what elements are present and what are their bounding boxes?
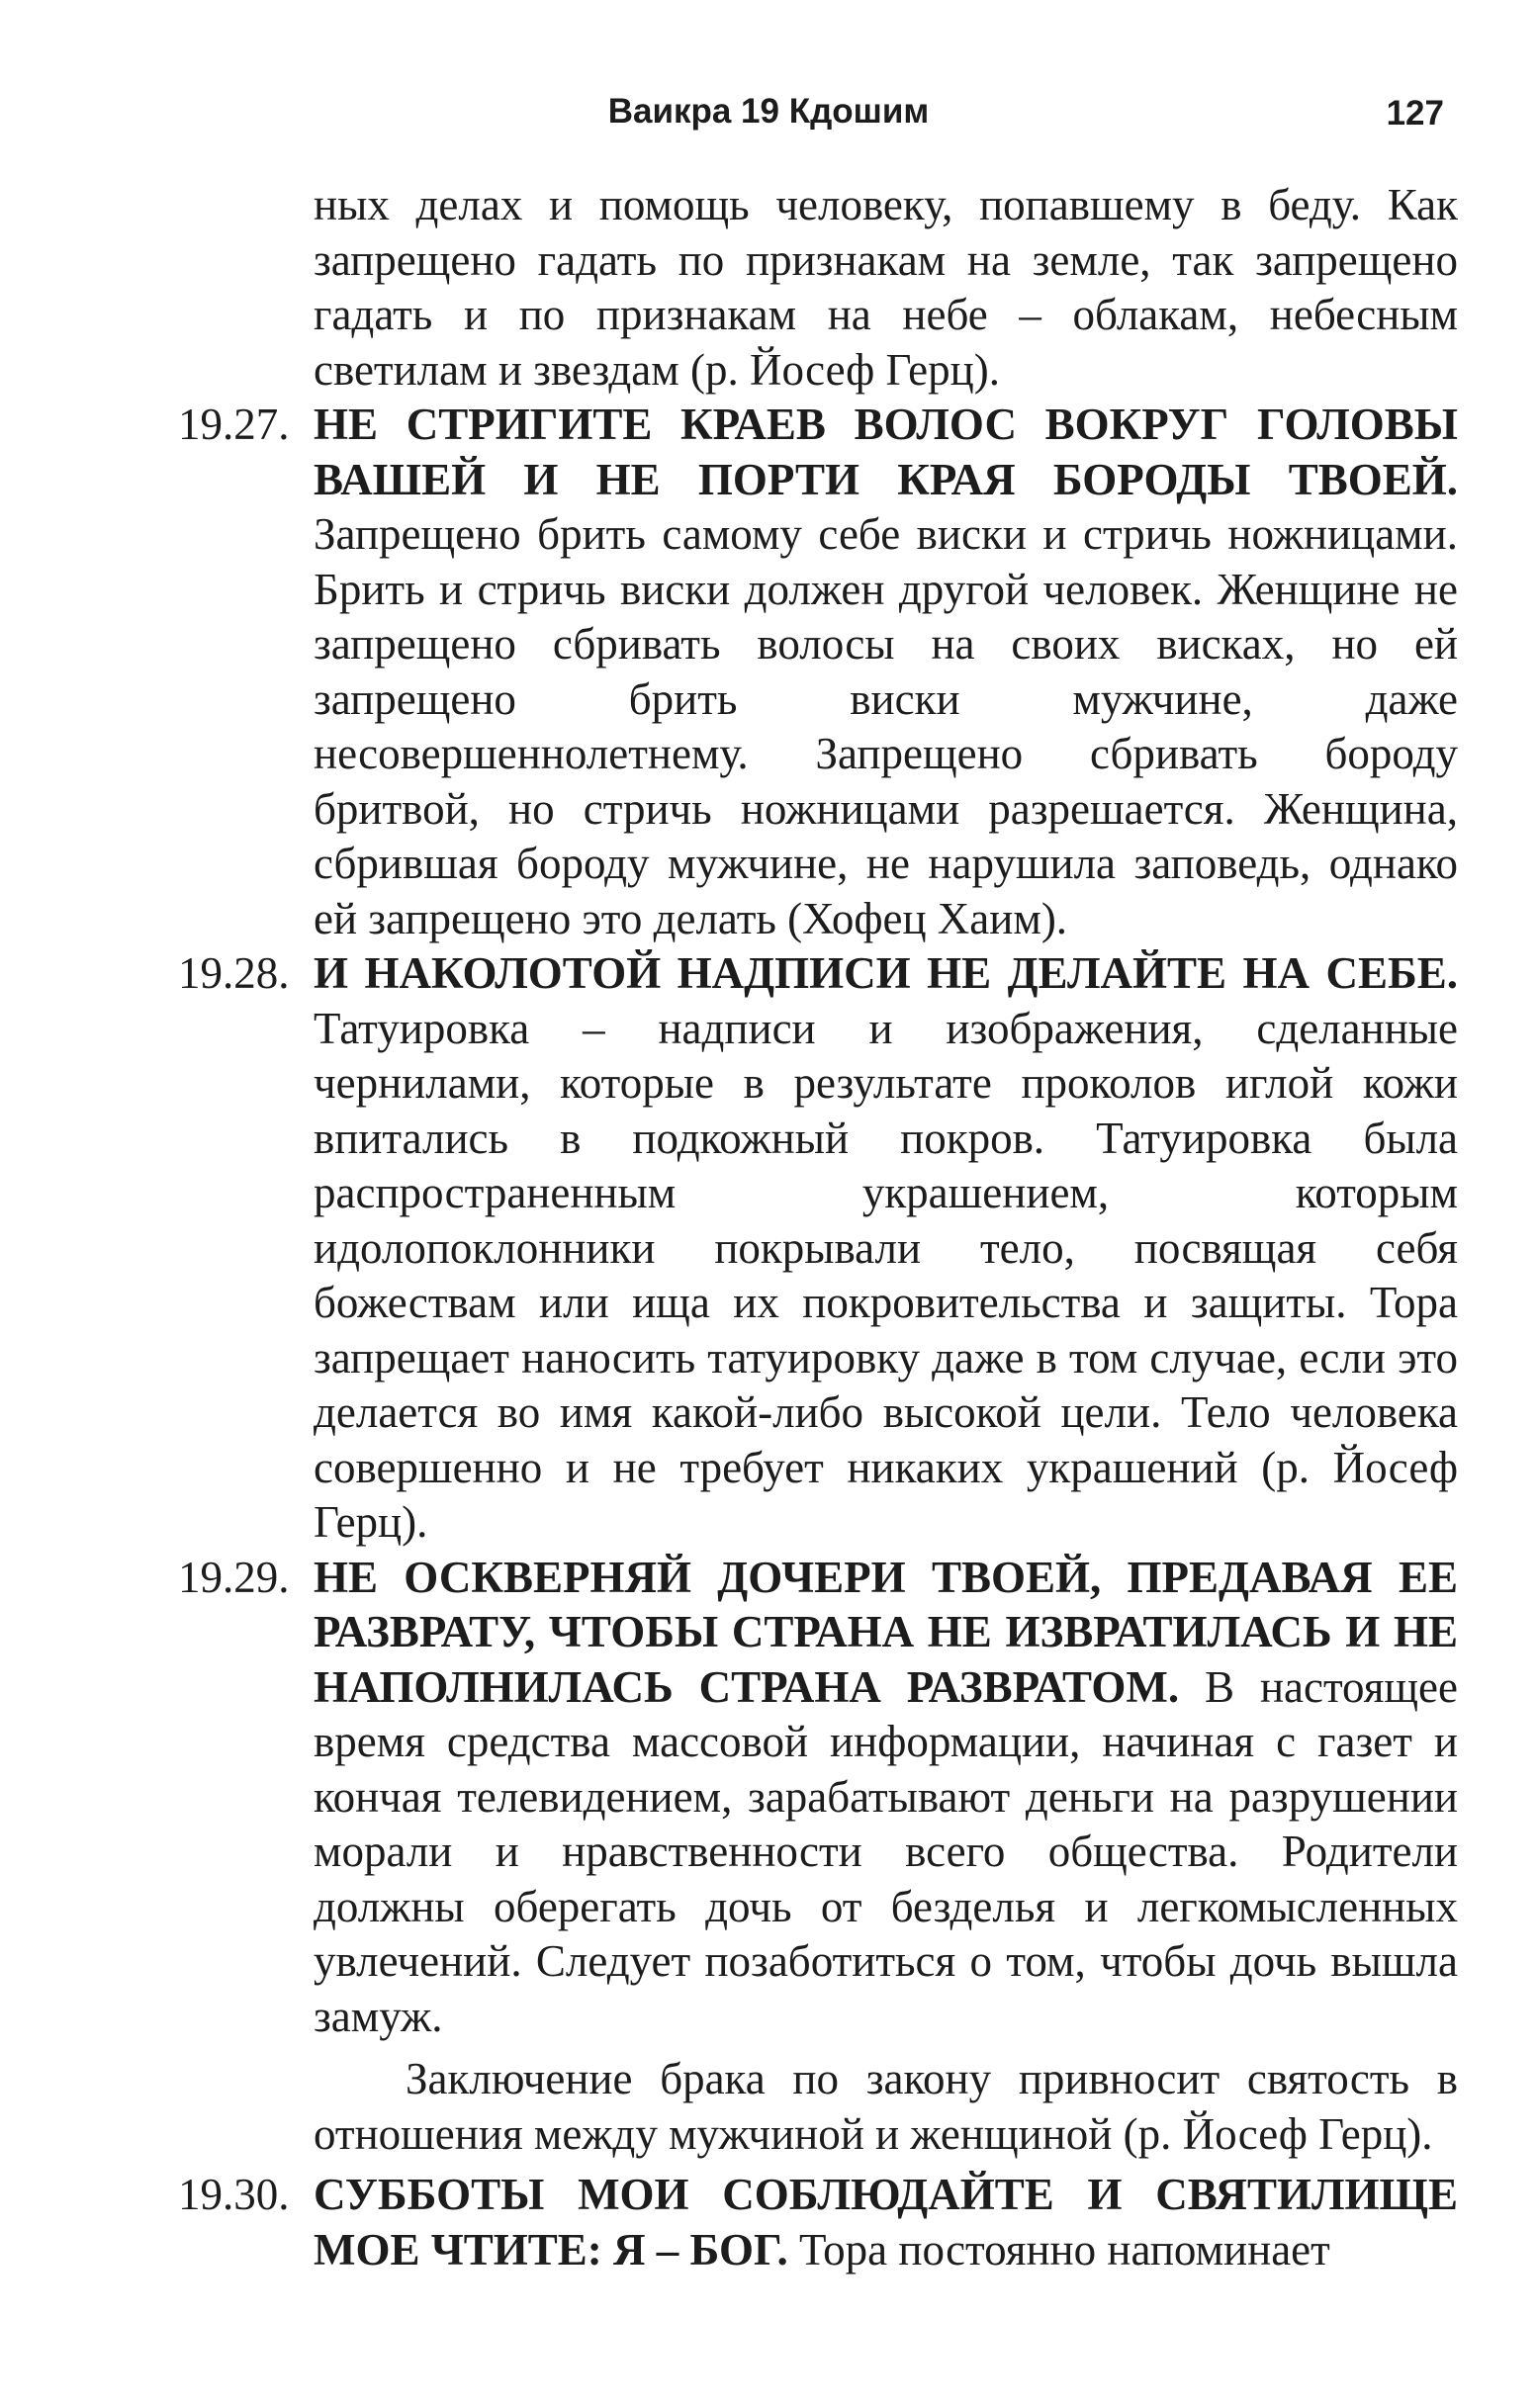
verse-heading: НЕ ОСКВЕРНЯЙ ДОЧЕРИ ТВОЕЙ, ПРЕДАВАЯ ЕЕ РАЗВРАТУ, ЧТОБЫ СТРАНА НЕ ИЗВРАТИЛАСЬ И НЕ НАПОЛНИЛАСЬ СТРАНА РАЗВРАТОМ. [314,1552,1458,1712]
verse-commentary: Запрещено брить самому себе виски и стричь ножницами. Брить и стричь виски должен другой человек. Женщине не запрещено сбривать волосы на своих висках, но ей запрещено брить виски мужчине, даже несовершеннолетнему. Запрещено сбривать бороду бритвой, но стричь ножницами разрешается. Женщина, сбрившая бороду мужчине, не нарушила заповедь, однако ей запрещено это делать (Хофец Хаим). [314,509,1458,943]
verse-heading: СУББОТЫ МОИ СОБЛЮДАЙТЕ И СВЯТИЛИЩЕ МОЕ ЧТИТЕ: Я – БОГ. [314,2170,1458,2274]
verse-commentary: Татуировка – надписи и изображения, сделанные чернилами, которые в результате проколов иглой кожи впитались в подкожный покров. Татуировка была распространенным украшением, которым идолопоклонники покрывали тело, посвящая себя божествам или ища их покровительства и защиты. Тора запрещает наносить татуировку даже в том случае, если это делается во имя какой-либо высокой цели. Тело человека совершенно и не требует никаких украшений (р. Йосеф Герц). [314,1003,1458,1547]
verse-commentary: В настоящее время средства массовой информации, начиная с газет и кончая телевидением, зарабатывают деньги на разрушении морали и нравственности всего общества. Родители должны оберегать дочь от безделья и легкомысленных увлечений. Следует позаботиться о том, чтобы дочь вышла замуж. [314,1661,1458,2041]
intro-paragraph: ных делах и помощь человеку, попавшему в беду. Как запрещено гадать по признакам на земле, так запрещено гадать и по признакам на небе – облакам, небесным светилам и звездам (р. Йосеф Герц). [314,180,1458,395]
verse-19-30 [178,2168,1458,2277]
verse-number: 19.30. [178,2170,290,2219]
running-header [0,87,1537,136]
verse-19-29 [178,1551,1458,2045]
page-body [178,178,1458,2277]
verse-heading: И НАКОЛОТОЙ НАДПИСИ НЕ ДЕЛАЙТЕ НА СЕБЕ. [314,948,1458,998]
verse-followup-paragraph: Заключение брака по закону привносит святость в отношения между мужчиной и женщиной (р. Йосеф Герц). [314,2054,1458,2159]
verse-number: 19.28. [178,948,290,998]
verse-commentary: Тора постоянно напоминает [799,2224,1330,2274]
verse-19-27 [178,398,1458,946]
page-number: 127 [1386,94,1444,133]
verse-heading: НЕ СТРИГИТЕ КРАЕВ ВОЛОС ВОКРУГ ГОЛОВЫ ВАШЕЙ И НЕ ПОРТИ КРАЯ БОРОДЫ ТВОЕЙ. [314,400,1458,504]
running-title: Ваикра 19 Кдошим [607,92,930,131]
verse-19-28 [178,946,1458,1551]
verse-number: 19.29. [178,1552,290,1602]
verse-number: 19.27. [178,400,290,449]
